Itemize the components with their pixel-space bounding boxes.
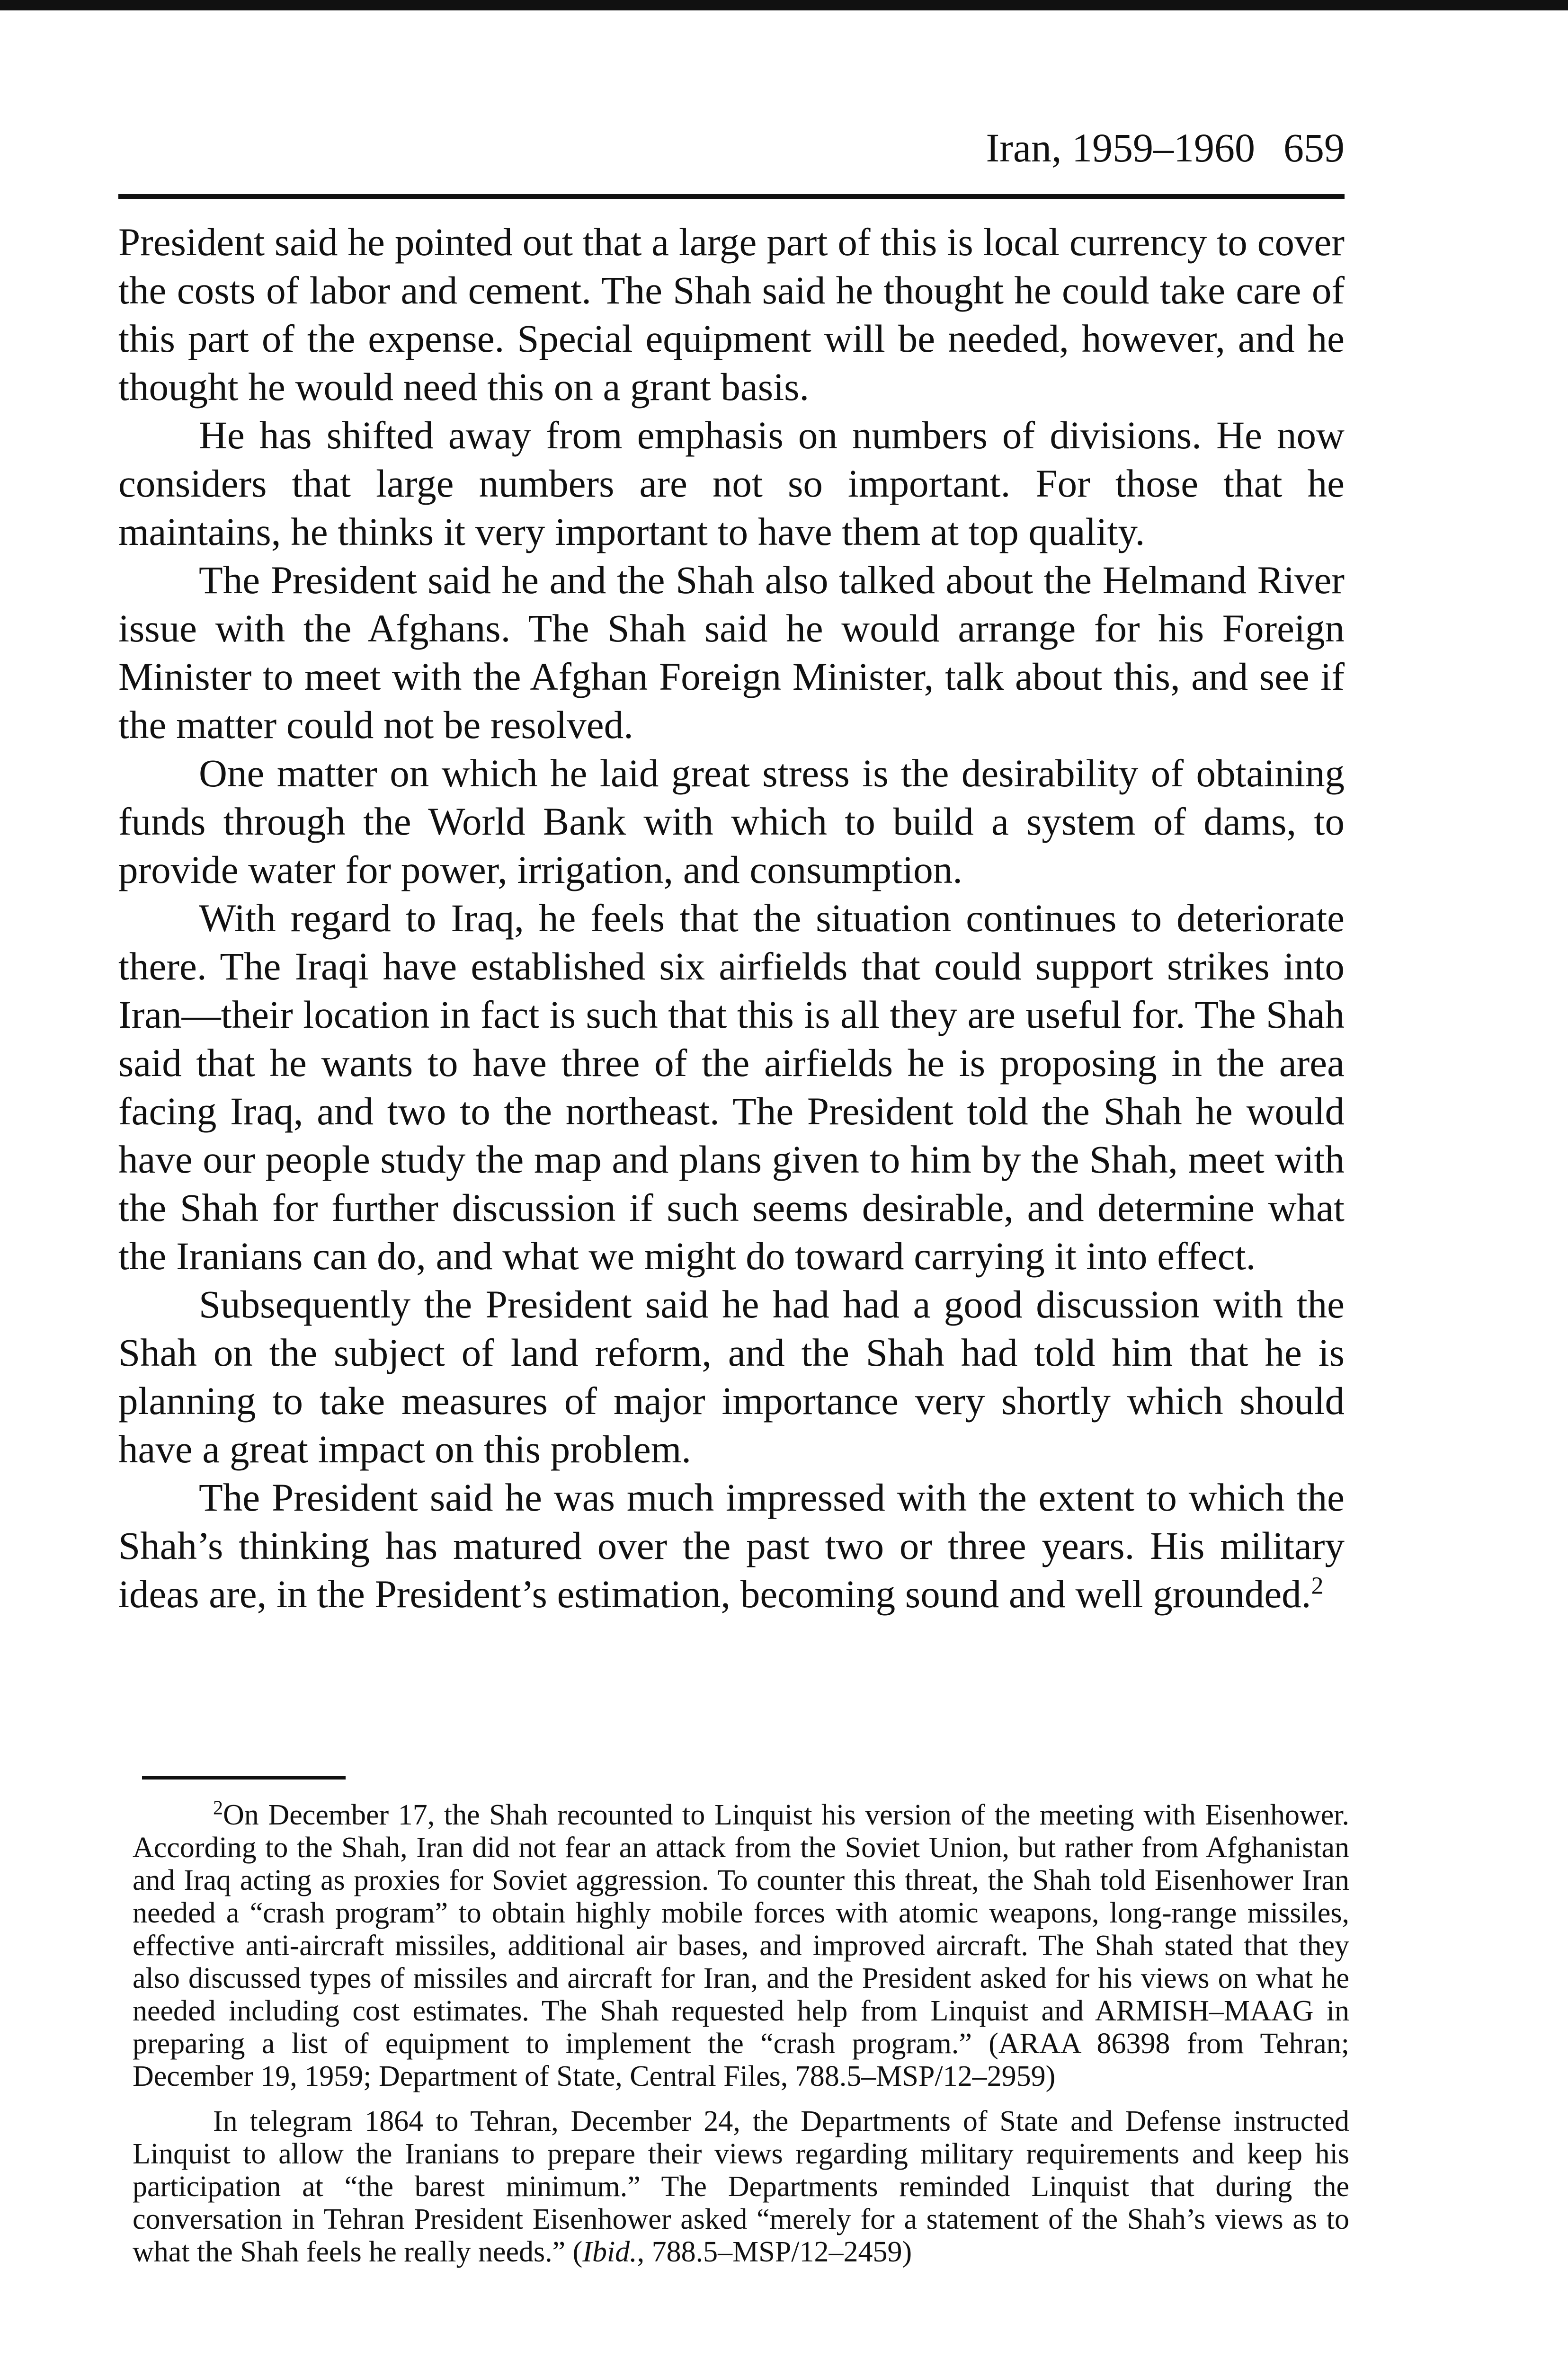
footnote-text: In telegram 1864 to Tehran, December 24, the Departments of State and Defense instructed Linquist to allow the Iranians to prepare their views regarding military requirements and keep his participation at “the barest minimum.” The Departments reminded Linquist that during the conversation in Tehran President Eisenhower asked “merely for a statement of the Shah’s views as to what the Shah feels he really needs.” ( <box>133 2105 1349 2268</box>
body-paragraph: The President said he and the Shah also talked about the Helmand River issue with the Afghans. The Shah said he would arrange for his Foreign Minister to meet with the Afghan Foreign Minister, talk about this, and see if the matter could not be resolved. <box>118 558 1345 747</box>
body-paragraph-last <box>118 1473 1345 1618</box>
body-paragraph-text: The President said he was much impressed with the extent to which the Shah’s thinking has matured over the past two or three years. His military ideas are, in the President’s estimation, becoming sound and well grounded. <box>118 1476 1345 1616</box>
footnote-marker: 2 <box>213 1797 223 1819</box>
footnote-paragraph <box>133 1799 1349 2093</box>
header-rule <box>118 194 1345 199</box>
footnote-ibid: Ibid. <box>582 2236 637 2268</box>
body-paragraph: One matter on which he laid great stress is the desirability of obtaining funds through the World Bank with which to build a system of dams, to provide water for power, irrigation, and consumption. <box>118 751 1345 891</box>
footnote-text-end: , 788.5–MSP/12–2459) <box>637 2236 912 2268</box>
body-paragraph: Subsequently the President said he had had a good discussion with the Shah on the subject of land reform, and the Shah had told him that he is planning to take measures of major importance very shortly which should have a great impact on this problem. <box>118 1282 1345 1471</box>
body-paragraph: President said he pointed out that a large part of this is local currency to cover the costs of labor and cement. The Shah said he thought he could take care of this part of the expense. Special equipment will be needed, however, and he thought he would need this on a grant basis. <box>118 220 1345 409</box>
footnotes <box>133 1799 1349 2269</box>
running-head <box>118 124 1345 171</box>
running-title: Iran, 1959–1960 <box>986 125 1255 170</box>
footnote-rule <box>142 1776 346 1780</box>
footnote-paragraph <box>133 2105 1349 2269</box>
page-number: 659 <box>1283 125 1345 170</box>
footnote-text: On December 17, the Shah recounted to Linquist his version of the meeting with Eisenhower. According to the Shah, Iran did not fear an attack from the Soviet Union, but rather from Afghanistan and Iraq acting as proxies for Soviet aggression. To counter this threat, the Shah told Eisenhower Iran needed a “crash program” to obtain highly mobile forces with atomic weapons, long-range missiles, effective anti-aircraft missiles, additional air bases, and improved aircraft. The Shah stated that they also discussed types of missiles and aircraft for Iran, and the President asked for his views on what he needed including cost estimates. The Shah requested help from Linquist and ARMISH–MAAG in preparing a list of equipment to implement the “crash program.” (ARAA 86398 from Tehran; December 19, 1959; Department of State, Central Files, 788.5–MSP/12–2959) <box>133 1799 1349 2092</box>
book-page <box>118 0 1349 2367</box>
body-paragraph: He has shifted away from emphasis on numbers of divisions. He now considers that large numbers are not so important. For those that he maintains, he thinks it very important to have them at top quality. <box>118 413 1345 553</box>
footnote-reference: 2 <box>1311 1572 1324 1600</box>
body-paragraph: With regard to Iraq, he feels that the situation continues to deteriorate there. The Iraqi have established six airfields that could support strikes into Iran—their location in fact is such that this is all they are useful for. The Shah said that he wants to have three of the airfields he is proposing in the area facing Iraq, and two to the northeast. The President told the Shah he would have our people study the map and plans given to him by the Shah, meet with the Shah for further discussion if such seems desirable, and determine what the Iranians can do, and what we might do toward carrying it into effect. <box>118 896 1345 1278</box>
main-text <box>118 218 1345 1618</box>
